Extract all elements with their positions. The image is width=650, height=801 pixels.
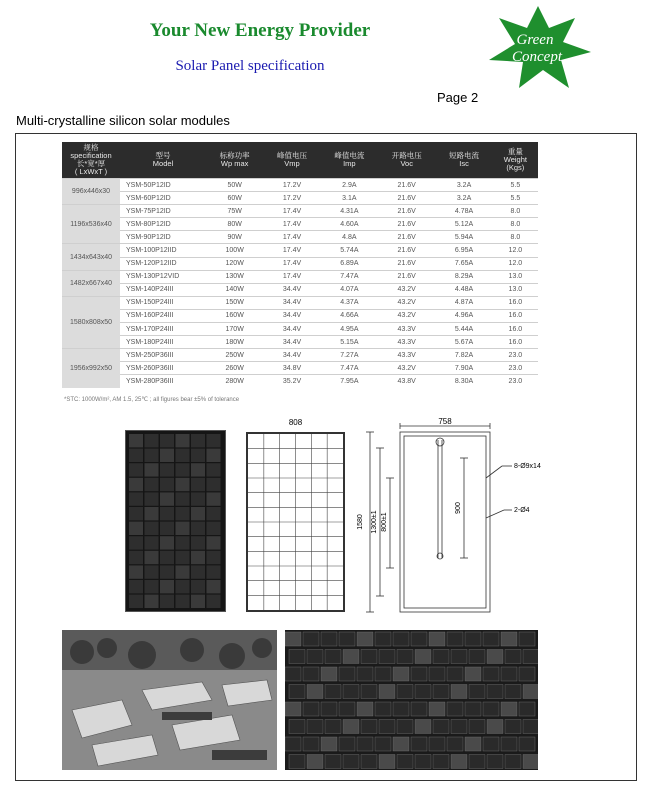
table-row bbox=[62, 179, 538, 192]
value-cell: 5.5 bbox=[493, 192, 538, 205]
value-cell: 8.29A bbox=[435, 270, 492, 283]
value-cell: 4.96A bbox=[435, 309, 492, 322]
dimension-cell: 1482x667x40 bbox=[62, 270, 120, 296]
model-cell: YSM-280P36III bbox=[120, 375, 206, 388]
dimension-cell: 1434x643x40 bbox=[62, 244, 120, 270]
header-line: Imp bbox=[343, 159, 356, 168]
header-line: 标称功率 bbox=[219, 151, 250, 160]
value-cell: 6.89A bbox=[321, 257, 378, 270]
model-cell: YSM-170P24III bbox=[120, 323, 206, 336]
spec-table bbox=[62, 142, 538, 388]
model-cell: YSM-100P12IID bbox=[120, 244, 206, 257]
value-cell: 34.4V bbox=[263, 323, 320, 336]
value-cell: 43.3V bbox=[378, 336, 435, 349]
model-cell: YSM-160P24III bbox=[120, 309, 206, 322]
value-cell: 90W bbox=[206, 231, 263, 244]
value-cell: 140W bbox=[206, 283, 263, 296]
header-line: ( LxWxT ) bbox=[74, 167, 108, 176]
table-header-cell bbox=[62, 142, 120, 179]
value-cell: 17.2V bbox=[263, 192, 320, 205]
header-line: (Kgs) bbox=[506, 163, 525, 172]
value-cell: 7.27A bbox=[321, 349, 378, 362]
value-cell: 21.6V bbox=[378, 218, 435, 231]
value-cell: 160W bbox=[206, 309, 263, 322]
value-cell: 43.2V bbox=[378, 309, 435, 322]
header-line: Voc bbox=[400, 159, 413, 168]
value-cell: 180W bbox=[206, 336, 263, 349]
table-header-cell bbox=[321, 142, 378, 179]
value-cell: 16.0 bbox=[493, 323, 538, 336]
header-line: Weight bbox=[503, 155, 527, 164]
table-header-cell bbox=[493, 142, 538, 179]
aerial-factory-photo bbox=[62, 630, 277, 770]
svg-text:900: 900 bbox=[455, 502, 462, 514]
value-cell: 100W bbox=[206, 244, 263, 257]
dimension-cell: 1196x536x40 bbox=[62, 205, 120, 244]
value-cell: 21.6V bbox=[378, 205, 435, 218]
model-cell: YSM-250P36III bbox=[120, 349, 206, 362]
value-cell: 3.2A bbox=[435, 192, 492, 205]
svg-text:8-Ø9x14: 8-Ø9x14 bbox=[514, 463, 541, 470]
value-cell: 17.4V bbox=[263, 257, 320, 270]
value-cell: 16.0 bbox=[493, 296, 538, 309]
value-cell: 7.47A bbox=[321, 362, 378, 375]
value-cell: 250W bbox=[206, 349, 263, 362]
table-row bbox=[62, 362, 538, 375]
value-cell: 17.4V bbox=[263, 231, 320, 244]
value-cell: 2.9A bbox=[321, 179, 378, 192]
value-cell: 16.0 bbox=[493, 309, 538, 322]
header-line: 型号 bbox=[155, 151, 171, 160]
value-cell: 21.6V bbox=[378, 179, 435, 192]
header-line: Wp max bbox=[220, 159, 249, 168]
value-cell: 21.6V bbox=[378, 270, 435, 283]
value-cell: 17.2V bbox=[263, 179, 320, 192]
value-cell: 17.4V bbox=[263, 218, 320, 231]
model-cell: YSM-75P12ID bbox=[120, 205, 206, 218]
model-cell: YSM-120P12IID bbox=[120, 257, 206, 270]
value-cell: 4.87A bbox=[435, 296, 492, 309]
value-cell: 34.4V bbox=[263, 336, 320, 349]
value-cell: 23.0 bbox=[493, 362, 538, 375]
table-header-cell bbox=[263, 142, 320, 179]
solar-array-photo bbox=[285, 630, 538, 770]
value-cell: 35.2V bbox=[263, 375, 320, 388]
panel-photo bbox=[125, 430, 226, 612]
model-cell: YSM-150P24III bbox=[120, 296, 206, 309]
value-cell: 21.6V bbox=[378, 231, 435, 244]
value-cell: 7.95A bbox=[321, 375, 378, 388]
value-cell: 5.74A bbox=[321, 244, 378, 257]
panel-front-drawing bbox=[246, 432, 345, 612]
value-cell: 130W bbox=[206, 270, 263, 283]
value-cell: 43.3V bbox=[378, 323, 435, 336]
value-cell: 60W bbox=[206, 192, 263, 205]
value-cell: 17.4V bbox=[263, 205, 320, 218]
value-cell: 34.8V bbox=[263, 362, 320, 375]
header-line: 重量 bbox=[507, 147, 523, 156]
table-row bbox=[62, 270, 538, 283]
table-row bbox=[62, 244, 538, 257]
svg-text:800±1: 800±1 bbox=[381, 512, 388, 532]
header-line: Model bbox=[152, 159, 174, 168]
header-line: Isc bbox=[459, 159, 469, 168]
value-cell: 4.37A bbox=[321, 296, 378, 309]
svg-text:Green: Green bbox=[516, 32, 554, 48]
model-cell: YSM-50P12ID bbox=[120, 179, 206, 192]
brand-title: Your New Energy Provider bbox=[149, 20, 371, 41]
table-row bbox=[62, 283, 538, 296]
dimension-cell: 1580x808x50 bbox=[62, 296, 120, 348]
value-cell: 8.0 bbox=[493, 218, 538, 231]
front-width-label: 808 bbox=[288, 418, 303, 427]
value-cell: 13.0 bbox=[493, 283, 538, 296]
value-cell: 23.0 bbox=[493, 375, 538, 388]
header-line: 规格 bbox=[83, 143, 99, 152]
table-header-cell bbox=[378, 142, 435, 179]
model-cell: YSM-140P24III bbox=[120, 283, 206, 296]
value-cell: 23.0 bbox=[493, 349, 538, 362]
table-row bbox=[62, 192, 538, 205]
section-title: Multi-crystalline silicon solar modules bbox=[16, 113, 230, 128]
value-cell: 5.44A bbox=[435, 323, 492, 336]
value-cell: 5.67A bbox=[435, 336, 492, 349]
value-cell: 34.4V bbox=[263, 283, 320, 296]
value-cell: 150W bbox=[206, 296, 263, 309]
model-cell: YSM-260P36III bbox=[120, 362, 206, 375]
value-cell: 3.2A bbox=[435, 179, 492, 192]
value-cell: 120W bbox=[206, 257, 263, 270]
value-cell: 43.8V bbox=[378, 375, 435, 388]
value-cell: 4.66A bbox=[321, 309, 378, 322]
dimension-cell: 1956x992x50 bbox=[62, 349, 120, 388]
value-cell: 4.07A bbox=[321, 283, 378, 296]
value-cell: 21.6V bbox=[378, 244, 435, 257]
value-cell: 34.4V bbox=[263, 309, 320, 322]
value-cell: 5.15A bbox=[321, 336, 378, 349]
value-cell: 170W bbox=[206, 323, 263, 336]
value-cell: 43.2V bbox=[378, 362, 435, 375]
spec-title: Solar Panel specification bbox=[175, 58, 325, 74]
value-cell: 7.65A bbox=[435, 257, 492, 270]
value-cell: 5.5 bbox=[493, 179, 538, 192]
table-row bbox=[62, 309, 538, 322]
value-cell: 5.94A bbox=[435, 231, 492, 244]
panel-back-drawing bbox=[352, 418, 582, 618]
value-cell: 280W bbox=[206, 375, 263, 388]
svg-text:Concept: Concept bbox=[512, 49, 562, 65]
green-concept-logo bbox=[483, 4, 593, 90]
table-footnote: *STC: 1000W/m², AM 1.5, 25℃ ; all figures bear ±5% of tolerance bbox=[64, 397, 240, 403]
header-line: 开路电压 bbox=[391, 151, 422, 160]
table-row bbox=[62, 349, 538, 362]
table-row bbox=[62, 205, 538, 218]
value-cell: 43.2V bbox=[378, 283, 435, 296]
value-cell: 34.4V bbox=[263, 296, 320, 309]
table-row bbox=[62, 296, 538, 309]
value-cell: 13.0 bbox=[493, 270, 538, 283]
svg-text:2-Ø4: 2-Ø4 bbox=[514, 507, 530, 514]
value-cell: 12.0 bbox=[493, 244, 538, 257]
value-cell: 34.4V bbox=[263, 349, 320, 362]
header-line: specification bbox=[70, 151, 112, 160]
table-header-cell bbox=[435, 142, 492, 179]
value-cell: 4.78A bbox=[435, 205, 492, 218]
value-cell: 16.0 bbox=[493, 336, 538, 349]
value-cell: 8.0 bbox=[493, 231, 538, 244]
value-cell: 4.48A bbox=[435, 283, 492, 296]
model-cell: YSM-90P12ID bbox=[120, 231, 206, 244]
table-row bbox=[62, 375, 538, 388]
value-cell: 4.31A bbox=[321, 205, 378, 218]
value-cell: 21.6V bbox=[378, 257, 435, 270]
table-header-row bbox=[62, 142, 538, 179]
table-row bbox=[62, 323, 538, 336]
page-number: Page 2 bbox=[437, 90, 479, 105]
value-cell: 3.1A bbox=[321, 192, 378, 205]
value-cell: 6.95A bbox=[435, 244, 492, 257]
value-cell: 4.60A bbox=[321, 218, 378, 231]
svg-text:1300±1: 1300±1 bbox=[371, 510, 378, 534]
value-cell: 12.0 bbox=[493, 257, 538, 270]
table-row bbox=[62, 231, 538, 244]
value-cell: 80W bbox=[206, 218, 263, 231]
value-cell: 8.0 bbox=[493, 205, 538, 218]
table-row bbox=[62, 336, 538, 349]
table-row bbox=[62, 218, 538, 231]
model-cell: YSM-60P12ID bbox=[120, 192, 206, 205]
value-cell: 17.4V bbox=[263, 244, 320, 257]
header-line: Vmp bbox=[284, 159, 300, 168]
svg-text:1580: 1580 bbox=[357, 514, 364, 530]
header-line: 峰值电流 bbox=[334, 151, 365, 160]
value-cell: 260W bbox=[206, 362, 263, 375]
table-row bbox=[62, 257, 538, 270]
value-cell: 4.8A bbox=[321, 231, 378, 244]
value-cell: 43.2V bbox=[378, 296, 435, 309]
value-cell: 21.6V bbox=[378, 192, 435, 205]
value-cell: 43.3V bbox=[378, 349, 435, 362]
model-cell: YSM-130P12VID bbox=[120, 270, 206, 283]
value-cell: 7.47A bbox=[321, 270, 378, 283]
value-cell: 7.82A bbox=[435, 349, 492, 362]
dimension-cell: 996x446x30 bbox=[62, 179, 120, 205]
header-line: 短路电流 bbox=[449, 151, 480, 160]
value-cell: 5.12A bbox=[435, 218, 492, 231]
model-cell: YSM-180P24III bbox=[120, 336, 206, 349]
value-cell: 75W bbox=[206, 205, 263, 218]
header-line: 峰值电压 bbox=[277, 151, 308, 160]
value-cell: 17.4V bbox=[263, 270, 320, 283]
value-cell: 8.30A bbox=[435, 375, 492, 388]
value-cell: 7.90A bbox=[435, 362, 492, 375]
svg-text:758: 758 bbox=[438, 418, 452, 426]
model-cell: YSM-80P12ID bbox=[120, 218, 206, 231]
table-header-cell bbox=[120, 142, 206, 179]
header-line: 长*宽*厚 bbox=[76, 159, 106, 168]
table-header-cell bbox=[206, 142, 263, 179]
value-cell: 4.95A bbox=[321, 323, 378, 336]
value-cell: 50W bbox=[206, 179, 263, 192]
